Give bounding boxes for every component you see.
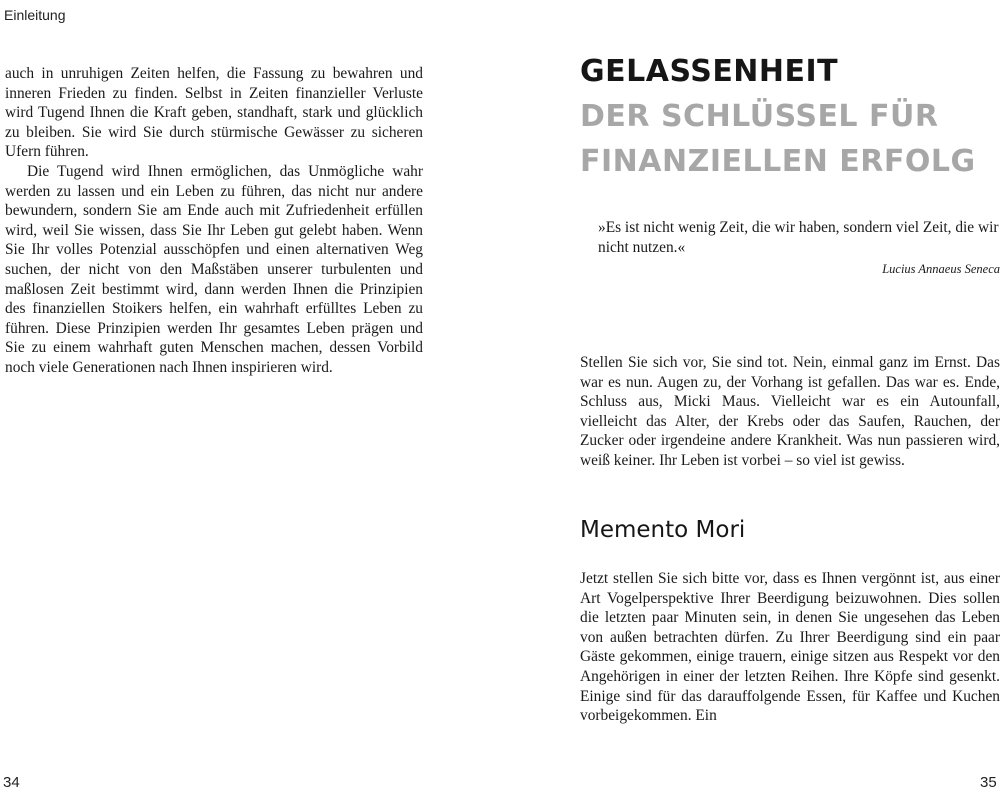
intro-text — [580, 353, 1000, 471]
section-heading: Memento Mori — [580, 517, 746, 543]
right-page — [540, 0, 1000, 800]
epigraph-quote: »Es ist nicht wenig Zeit, die wir haben, sondern viel Zeit, die wir nicht nutzen.« — [598, 219, 999, 256]
running-head: Einleitung — [4, 7, 66, 23]
left-page-body — [5, 64, 423, 378]
left-page — [0, 0, 470, 800]
epigraph — [598, 218, 1000, 278]
section-text — [580, 569, 1000, 726]
epigraph-author: Lucius Annaeus Seneca — [882, 262, 1000, 276]
paragraph: Stellen Sie sich vor, Sie sind tot. Nein, einmal ganz im Ernst. Das war es nun. Augen zu, der Vorhang ist gefallen. Das war es. Ende, Schluss aus, Micki Maus. Vielleicht war es ein Autounfall, vielleicht das Alter, der Krebs oder das Saufen, Rauchen, der Zucker oder irgendeine andere Krankheit. Was nun passieren wird, weiß keiner. Ihr Leben ist vorbei – so viel ist gewiss. — [580, 354, 1000, 469]
chapter-title — [580, 49, 1000, 184]
chapter-title-main: GELASSENHEIT — [580, 54, 839, 89]
page-number-right: 35 — [980, 774, 997, 791]
page-number-left: 34 — [3, 774, 20, 791]
paragraph: Die Tugend wird Ihnen ermöglichen, das Unmögliche wahr werden zu lassen und ein Leben zu führen, das nicht nur andere bewundern, sondern Sie am Ende auch mit Zufriedenheit erfüllen wird, weil Sie wissen, dass Sie Ihr Leben gut gelebt haben. Wenn Sie Ihr volles Potenzial ausschöpfen und einen alternativen Weg suchen, der nicht von den Maßstäben unserer turbulenten und maßlosen Zeit bestimmt wird, dann werden Ihnen die Prinzipien des finanziellen Stoikers helfen, ein wahrhaft erfülltes Leben zu führen. Diese Prinzipien werden Ihr gesamtes Leben prägen und Sie zu einem wahrhaft guten Menschen machen, dessen Vorbild noch viele Generationen nach Ihnen inspirieren wird. — [5, 162, 423, 376]
paragraph: Jetzt stellen Sie sich bitte vor, dass es Ihnen vergönnt ist, aus einer Art Vogelperspektive Ihrer Beerdigung beizuwohnen. Dies sollen die letzten paar Minuten sein, in denen Sie ungesehen das Leben von außen betrachten dürfen. Zu Ihrer Beerdigung sind ein paar Gäste gekommen, einige trauern, einige sitzen aus Respekt vor den Angehörigen in einer der letzten Reihen. Ihre Köpfe sind gesenkt. Einige sind für das darauffolgende Essen, für Kaffee und Kuchen vorbeigekommen. Ein — [580, 570, 1000, 725]
chapter-title-subtitle: DER SCHLÜSSEL FÜR FINANZIELLEN ERFOLG — [580, 99, 976, 179]
paragraph: auch in unruhigen Zeiten helfen, die Fassung zu bewahren und inneren Frieden zu finden. Selbst in Zeiten finanzieller Verluste wird Tugend Ihnen die Kraft geben, standhaft, stark und glücklich zu bleiben. Sie wird Sie durch stürmische Gewässer zu sicheren Ufern führen. — [5, 65, 423, 161]
